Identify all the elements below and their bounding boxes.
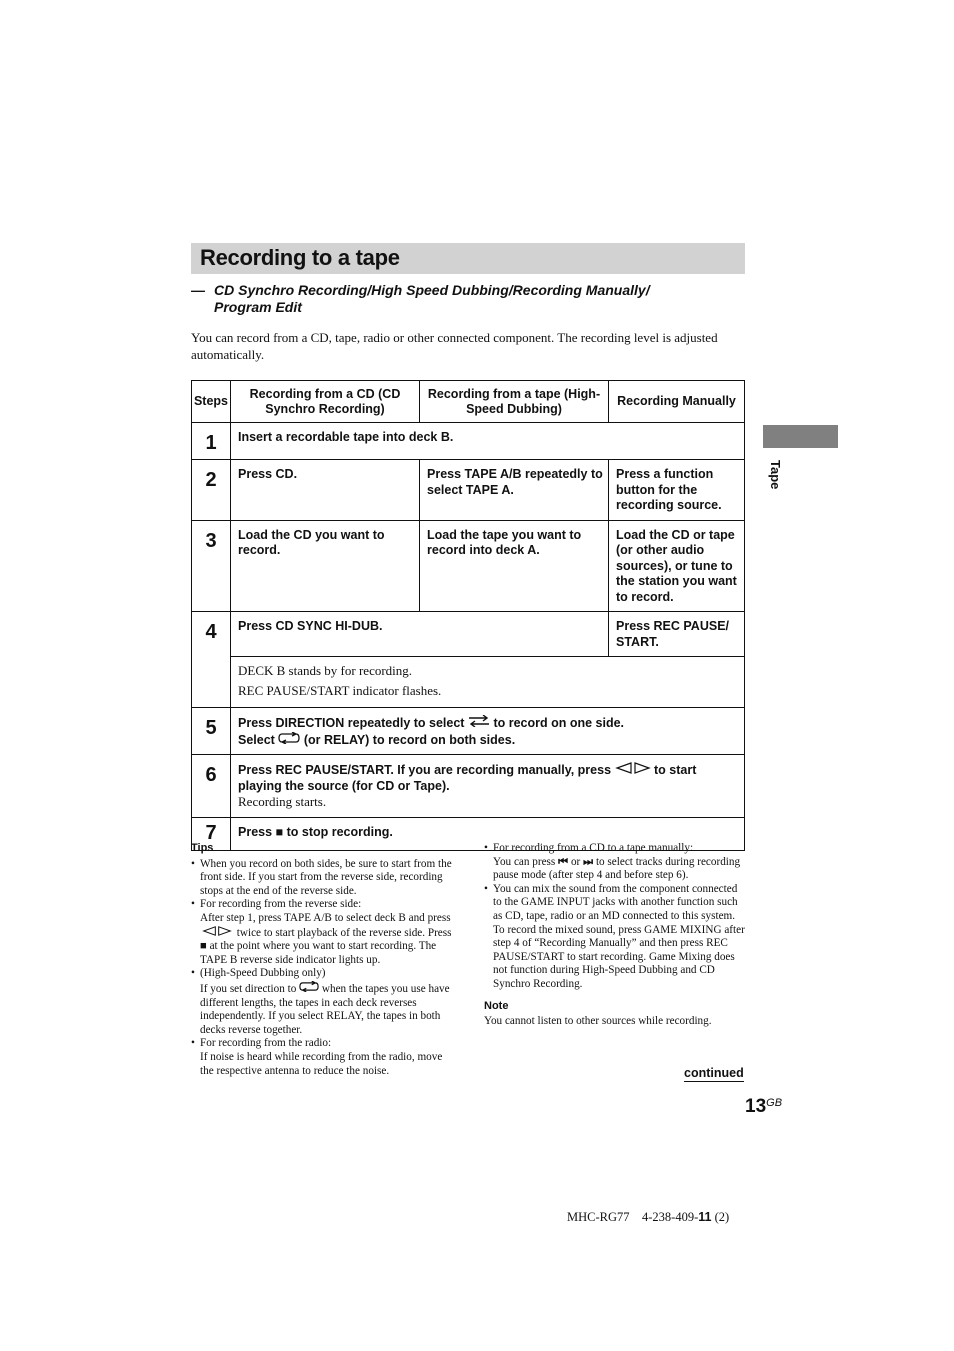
previous-track-icon: ⏮ (558, 855, 569, 868)
step-5-l2a: Select (238, 732, 275, 747)
step-5-l2b: (or RELAY) to record on both sides. (303, 732, 516, 747)
tip-3-head: (High-Speed Dubbing only) (200, 967, 326, 980)
tip-item: • You can mix the sound from the component connected to the GAME INPUT jacks with another function such as CD, tape, radio or an MD connected to this system. To record the mixed sound, press GAME MIXING after step 4 of “Recording Manually” and then press REC PAUSE/START to start recording. Game Mixing does not function during High-Speed Dubbing and CD Synchro Recording. (484, 883, 746, 992)
header-cd: Recording from a CD (CD Synchro Recording) (231, 381, 420, 423)
tip-item (191, 1037, 453, 1078)
title-bar (191, 243, 745, 274)
page-suffix: GB (766, 1097, 783, 1109)
step-7-a: Press (238, 824, 273, 839)
page-title: Recording to a tape (200, 245, 400, 270)
both-sides-direction-icon (278, 732, 300, 744)
step-4-notes (231, 657, 745, 708)
step-2-manual: Press a function button for the recording source. (609, 460, 745, 521)
subtitle-line-1: CD Synchro Recording/High Speed Dubbing/Recording Manually/ (214, 282, 650, 298)
tip-item (191, 898, 453, 967)
tip-item (484, 842, 746, 883)
step-6-result: Recording starts. (238, 794, 327, 809)
tip-5-or: or (570, 855, 581, 868)
play-reverse-icon (200, 926, 234, 936)
tip-4-head: For recording from the radio: (200, 1037, 332, 1050)
tip-2-head: For recording from the reverse side: (200, 898, 362, 911)
step-5-l1b: to record on one side. (493, 716, 625, 730)
footer-code-bold: 11 (698, 1210, 712, 1224)
play-reverse-icon (615, 762, 651, 774)
header-manual: Recording Manually (609, 381, 745, 423)
footer-code-prefix: 4-238-409- (642, 1210, 699, 1224)
step-5-l1a: Press DIRECTION repeatedly to select (238, 716, 465, 730)
step-3-tape: Load the tape you want to record into deck A. (420, 520, 609, 612)
step-number: 4 (192, 612, 231, 708)
tip-item (191, 967, 453, 1037)
tip-3-a: If you set direction to (200, 982, 297, 995)
footer-model: MHC-RG77 (567, 1210, 630, 1224)
step-1-text: Insert a recordable tape into deck B. (231, 423, 745, 460)
page-number (745, 1096, 782, 1118)
one-way-direction-icon (468, 715, 490, 727)
step-4-manual: Press REC PAUSE/ START. (609, 612, 745, 657)
subtitle-line-2: Program Edit (214, 299, 302, 315)
tip-5-head: For recording from a CD to a tape manually: (493, 842, 694, 854)
tip-2-b: twice to start playback of the reverse side. Press (236, 926, 452, 939)
tip-item: • When you record on both sides, be sure to start from the front side. If you start from the reverse side, recording stops at the end of the reverse side. (191, 858, 453, 899)
tip-5-a: You can press (493, 855, 556, 868)
step-7-b: to stop recording. (286, 824, 393, 839)
tip-4-body: If noise is heard while recording from the radio, move the respective antenna to reduce the noise. (200, 1050, 443, 1077)
step-number: 7 (192, 817, 231, 850)
step-6-l1a: Press REC PAUSE/START. If you are recording manually, press (238, 763, 612, 777)
step-4-cd-tape: Press CD SYNC HI-DUB. (231, 612, 609, 657)
tips-heading: Tips (191, 842, 214, 854)
step-number: 1 (192, 423, 231, 460)
both-sides-direction-icon (299, 981, 319, 992)
header-tape: Recording from a tape (High-Speed Dubbing) (420, 381, 609, 423)
section-label: Tape (768, 460, 783, 490)
tip-3-b: when the tapes you use have different lengths, the tapes in each deck reverses independently. If you select RELAY, the tapes in both decks reverse together. (200, 982, 450, 1036)
step-6-text (231, 755, 745, 818)
step-number: 2 (192, 460, 231, 521)
step-number: 3 (192, 520, 231, 612)
step-number: 5 (192, 708, 231, 755)
subtitle-dash: — (191, 282, 205, 298)
tip-5-b: to select tracks during recording pause mode (after step 4 and before step 6). (493, 855, 741, 882)
intro-paragraph: You can record from a CD, tape, radio or other connected component. The recording level is adjusted automatically. (191, 330, 718, 362)
section-tab (763, 425, 838, 448)
step-2-tape: Press TAPE A/B repeatedly to select TAPE A. (420, 460, 609, 521)
steps-table (191, 380, 745, 851)
step-2-cd: Press CD. (231, 460, 420, 521)
step-number: 6 (192, 755, 231, 818)
tips-column-left (191, 842, 453, 1078)
note-body: You cannot listen to other sources while recording. (484, 1015, 712, 1028)
footer-revision: (2) (714, 1210, 730, 1224)
header-steps: Steps (192, 381, 231, 423)
step-3-manual: Load the CD or tape (or other audio sources), or tune to the station you want to record. (609, 520, 745, 612)
tip-2-a: After step 1, press TAPE A/B to select deck B and press (200, 911, 451, 924)
page-number-value: 13 (745, 1096, 767, 1117)
step-6-l1b: to start playing the source (for CD or Tape). (238, 763, 697, 793)
next-track-icon: ⏭ (583, 855, 594, 868)
stop-icon: ■ (200, 940, 207, 953)
tips-column-right (484, 842, 746, 1029)
step-4-note-2: REC PAUSE/START indicator flashes. (238, 683, 442, 698)
tip-2-c: at the point where you want to start recording. The TAPE B reverse side indicator lights up. (200, 940, 437, 966)
note-heading: Note (484, 999, 509, 1012)
continued-label: continued (684, 1066, 744, 1080)
footer-code (567, 1210, 729, 1225)
step-4-note-1: DECK B stands by for recording. (238, 663, 413, 678)
step-5-text (231, 708, 745, 755)
step-3-cd: Load the CD you want to record. (231, 520, 420, 612)
stop-icon: ■ (275, 824, 284, 839)
